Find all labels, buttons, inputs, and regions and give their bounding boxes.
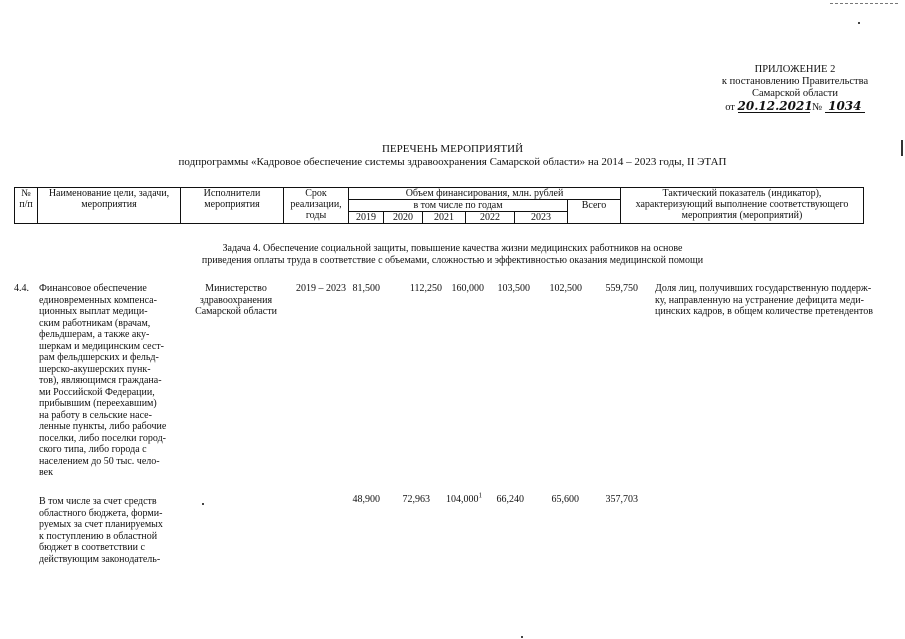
executor-line: здравоохранения <box>199 294 273 306</box>
scan-speck <box>858 22 860 24</box>
number-prefix: № <box>812 102 823 113</box>
table-header <box>14 187 864 224</box>
value-2019: 81,500 <box>352 283 380 294</box>
row-number: 4.4. <box>14 283 29 294</box>
document-subheading: подпрограммы «Кадровое обеспечение системы здравоохранения Самарской области» на 2014 – 2023 годы, II ЭТАП <box>178 156 727 168</box>
header-indicator: Тактический показатель (индикатор), характеризующий выполнение соответствующего мероприятия (мероприятий) <box>621 188 864 224</box>
value-total: 559,750 <box>605 283 638 294</box>
activity-name-line: век <box>39 467 53 478</box>
funding-source-line: бюджет в соответствии с <box>39 542 145 553</box>
date-prefix: от <box>725 102 735 113</box>
activity-name-line: ским работникам (врачам, <box>39 317 151 329</box>
task-line: Задача 4. Обеспечение социальной защиты, повышение качества жизни медицинских работников на основе <box>222 243 683 254</box>
value-total: 357,703 <box>605 494 638 505</box>
value-2019: 48,900 <box>352 494 380 505</box>
activity-name-line: шерско-акушерских пунк- <box>39 363 151 375</box>
header-year: 2023 <box>515 212 568 224</box>
indicator-line: цинских кадров, в общем количестве претендентов <box>655 306 873 317</box>
appendix-title: ПРИЛОЖЕНИЕ 2 <box>754 64 836 75</box>
funding-source-line: к поступлению в областной <box>39 530 158 542</box>
funding-source-line: руемых за счет планируемых <box>39 519 163 530</box>
value-2021: 160,000 <box>451 283 484 294</box>
activity-name <box>39 283 177 479</box>
period: 2019 – 2023 <box>296 283 346 294</box>
activity-name-line: прибывшим (переехавшим) <box>39 398 157 409</box>
funding-source-line: областного бюджета, форми- <box>39 507 163 519</box>
appendix-line: к постановлению Правительства <box>721 76 869 87</box>
footnote-mark: 1 <box>478 491 482 500</box>
value-2020: 112,250 <box>409 283 442 294</box>
activity-name-line: ленные пункты, либо рабочие <box>39 421 167 432</box>
value-2023: 102,500 <box>549 283 582 294</box>
task-heading <box>0 243 905 267</box>
value-2022: 103,500 <box>497 283 530 294</box>
document-heading: ПЕРЕЧЕНЬ МЕРОПРИЯТИЙ <box>381 143 524 155</box>
executor <box>188 283 284 318</box>
appendix-line: Самарской области <box>752 88 838 99</box>
value-2021-number: 104,000 <box>446 494 479 505</box>
indicator <box>655 283 892 318</box>
header-total: Всего <box>568 200 621 224</box>
scan-speck <box>202 503 204 505</box>
header-executor: Исполнители мероприятия <box>181 188 284 224</box>
funding-source-line: В том числе за счет средств <box>39 496 157 507</box>
activity-name-line: рам фельдшерских и фельд- <box>39 352 159 363</box>
activity-name-line: Финансовое обеспечение <box>39 283 147 294</box>
header-year: 2021 <box>423 212 466 224</box>
activity-name-line: тов), являющимся граждана- <box>39 375 162 386</box>
header-year: 2020 <box>384 212 423 224</box>
activity-name-line: ми Российской Федерации, <box>39 386 155 398</box>
activity-name-line: фельдшерам, а также аку- <box>39 329 150 340</box>
activity-name-line: на работу в сельские насе- <box>39 409 152 421</box>
handwritten-number: 1034 <box>825 100 865 113</box>
header-name: Наименование цели, задачи, мероприятия <box>38 188 181 224</box>
task-line: приведения оплаты труда в соответствие с объемами, сложностью и эффективностью оказания медицинской помощи <box>201 255 704 266</box>
header-year: 2022 <box>466 212 515 224</box>
value-2021 <box>446 491 482 505</box>
indicator-line: ку, направленную на устранение дефицита меди- <box>655 294 864 306</box>
executor-line: Самарской области <box>195 306 277 317</box>
executor-line: Министерство <box>205 283 267 294</box>
header-financing: Объем финансирования, млн. рублей <box>349 188 621 200</box>
activity-name-line: ционных выплат медици- <box>39 306 148 317</box>
appendix-block <box>700 64 890 114</box>
scan-speck <box>521 636 523 638</box>
activity-name-line: населением до 50 тыс. чело- <box>39 455 160 467</box>
appendix-date-line <box>700 100 890 114</box>
value-2023: 65,600 <box>551 494 579 505</box>
activity-name-line: поселки, либо поселки город- <box>39 432 167 444</box>
header-year: 2019 <box>349 212 384 224</box>
handwritten-date: 20.12.2021 <box>737 99 813 113</box>
header-period: Срок реализации, годы <box>284 188 349 224</box>
activity-name-line: ского типа, либо города с <box>39 444 147 455</box>
activity-name-line: единовременных компенса- <box>39 294 157 306</box>
header-num: № п/п <box>15 188 38 224</box>
header-by-years: в том числе по годам <box>349 200 568 212</box>
funding-source-line: действующим законодатель- <box>39 553 161 565</box>
indicator-line: Доля лиц, получивших государственную поддерж- <box>655 283 872 294</box>
value-2020: 72,963 <box>402 494 430 505</box>
document-title <box>0 143 905 169</box>
activity-name-line: шеркам и медицинским сест- <box>39 340 164 352</box>
scan-top-edge-line <box>830 3 898 4</box>
funding-source <box>39 496 177 565</box>
value-2022: 66,240 <box>496 494 524 505</box>
